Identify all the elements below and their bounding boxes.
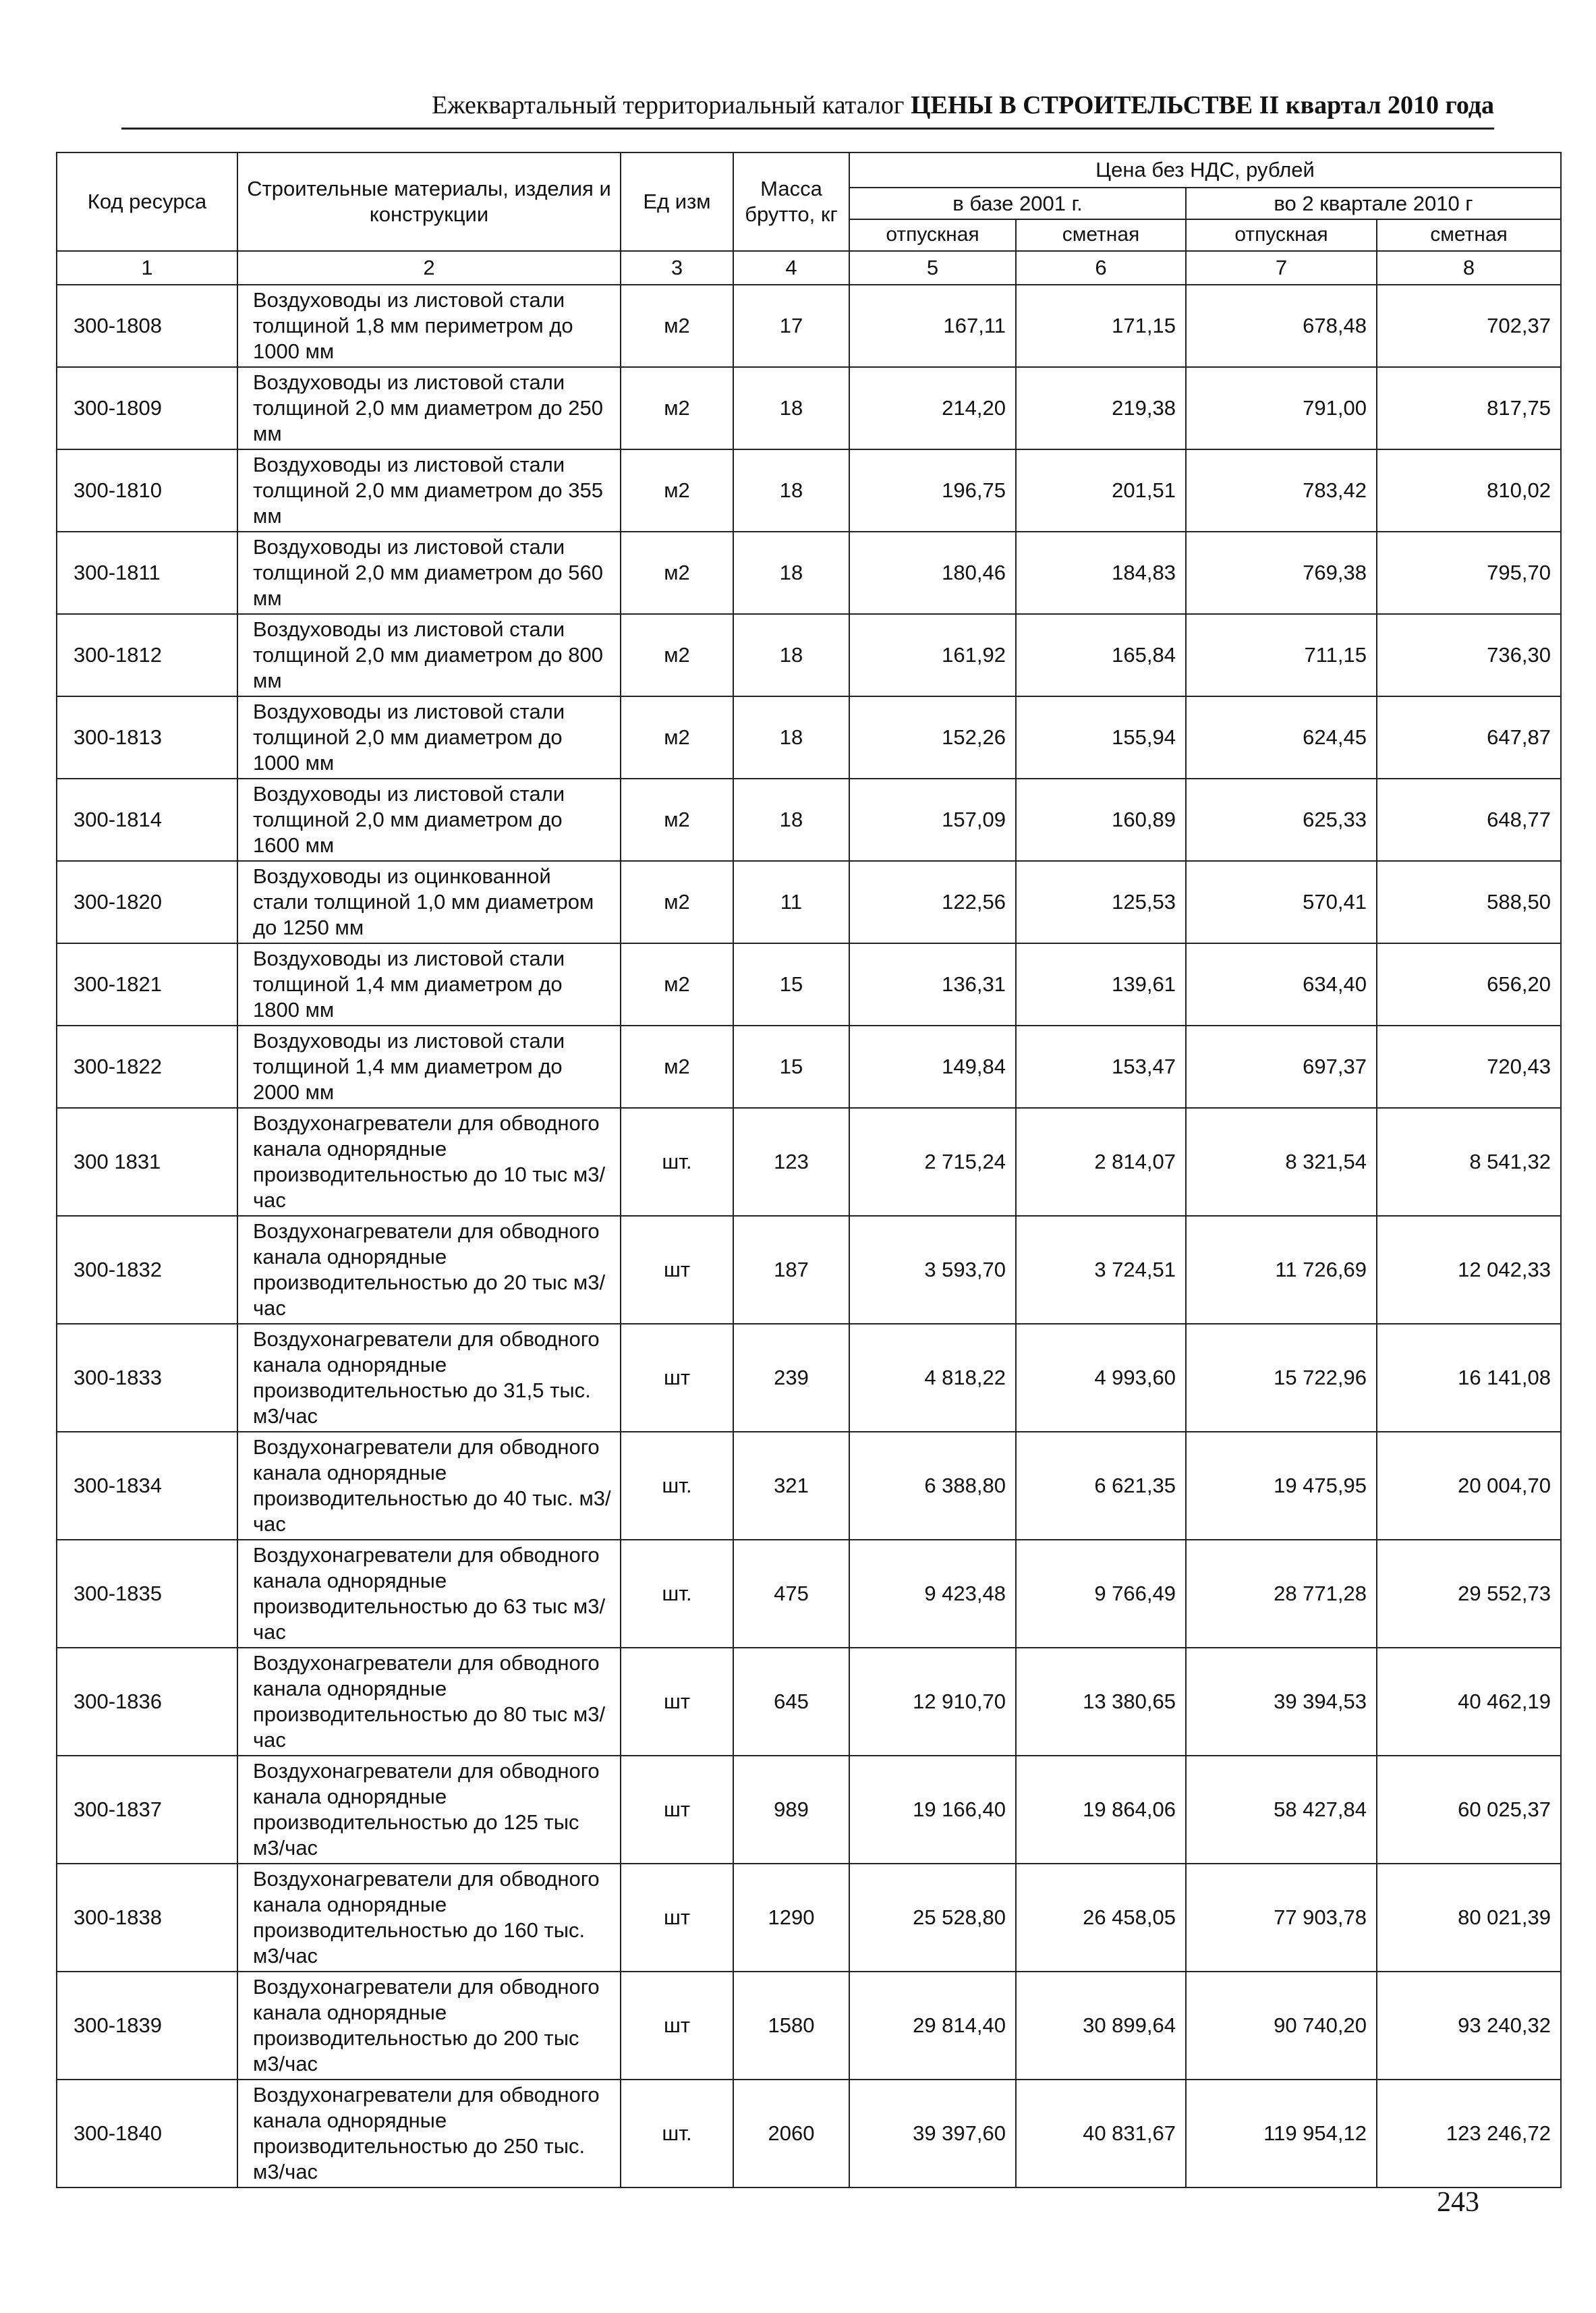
- q2-release-price: 77 903,78: [1186, 1864, 1377, 1972]
- base-estimate-price: 40 831,67: [1016, 2080, 1186, 2187]
- gross-mass: 1580: [733, 1972, 849, 2080]
- base-estimate-price: 19 864,06: [1016, 1756, 1186, 1864]
- q2-estimate-price: 123 246,72: [1377, 2080, 1561, 2187]
- q2-estimate-price: 20 004,70: [1377, 1432, 1561, 1540]
- material-name: Воздухонагреватели для обводного канала однорядные производительностью до 10 тыс м3/час: [237, 1108, 621, 1216]
- base-release-price: 6 388,80: [849, 1432, 1016, 1540]
- material-name: Воздуховоды из листовой стали толщиной 2,0 мм диаметром до 1600 мм: [237, 779, 621, 861]
- table-row: [57, 1108, 1561, 1216]
- unit-of-measure: шт: [621, 1972, 733, 2080]
- base-estimate-price: 6 621,35: [1016, 1432, 1186, 1540]
- base-release-price: 9 423,48: [849, 1540, 1016, 1648]
- q2-release-price: 119 954,12: [1186, 2080, 1377, 2187]
- unit-of-measure: м2: [621, 861, 733, 943]
- resource-code: 300-1822: [57, 1026, 237, 1108]
- resource-code: 300-1821: [57, 943, 237, 1026]
- resource-code: 300-1839: [57, 1972, 237, 2080]
- unit-of-measure: м2: [621, 367, 733, 449]
- table-row: [57, 2080, 1561, 2187]
- material-name: Воздуховоды из листовой стали толщиной 1,8 мм периметром до 1000 мм: [237, 285, 621, 367]
- q2-estimate-price: 648,77: [1377, 779, 1561, 861]
- gross-mass: 989: [733, 1756, 849, 1864]
- gross-mass: 239: [733, 1324, 849, 1432]
- table-row: [57, 779, 1561, 861]
- table-row: [57, 1972, 1561, 2080]
- table-row: [57, 1216, 1561, 1324]
- table-row: [57, 1324, 1561, 1432]
- unit-of-measure: шт.: [621, 1540, 733, 1648]
- gross-mass: 18: [733, 614, 849, 696]
- material-name: Воздухонагреватели для обводного канала однорядные производительностью до 20 тыс м3/час: [237, 1216, 621, 1324]
- base-release-price: 136,31: [849, 943, 1016, 1026]
- unit-of-measure: шт.: [621, 1108, 733, 1216]
- base-release-price: 25 528,80: [849, 1864, 1016, 1972]
- resource-code: 300-1813: [57, 696, 237, 779]
- q2-estimate-price: 12 042,33: [1377, 1216, 1561, 1324]
- table-body: [57, 251, 1561, 2187]
- column-number: 7: [1186, 251, 1377, 285]
- material-name: Воздухонагреватели для обводного канала однорядные производительностью до 160 тыс. м3/час: [237, 1864, 621, 1972]
- material-name: Воздухонагреватели для обводного канала однорядные производительностью до 63 тыс м3/час: [237, 1540, 621, 1648]
- unit-of-measure: шт: [621, 1864, 733, 1972]
- base-estimate-price: 155,94: [1016, 696, 1186, 779]
- material-name: Воздуховоды из листовой стали толщиной 2,0 мм диаметром до 250 мм: [237, 367, 621, 449]
- material-name: Воздуховоды из листовой стали толщиной 2,0 мм диаметром до 355 мм: [237, 449, 621, 532]
- base-estimate-price: 165,84: [1016, 614, 1186, 696]
- resource-code: 300-1838: [57, 1864, 237, 1972]
- table-row: [57, 1026, 1561, 1108]
- unit-of-measure: м2: [621, 532, 733, 614]
- gross-mass: 187: [733, 1216, 849, 1324]
- base-estimate-price: 9 766,49: [1016, 1540, 1186, 1648]
- base-release-price: 196,75: [849, 449, 1016, 532]
- q2-release-price: 19 475,95: [1186, 1432, 1377, 1540]
- gross-mass: 18: [733, 449, 849, 532]
- header-unit: Ед изм: [621, 152, 733, 251]
- header-name: Строительные материалы, изделия и конструкции: [237, 152, 621, 251]
- base-release-price: 39 397,60: [849, 2080, 1016, 2187]
- gross-mass: 2060: [733, 2080, 849, 2187]
- base-estimate-price: 26 458,05: [1016, 1864, 1186, 1972]
- q2-estimate-price: 29 552,73: [1377, 1540, 1561, 1648]
- material-name: Воздухонагреватели для обводного канала однорядные производительностью до 80 тыс м3/час: [237, 1648, 621, 1756]
- base-estimate-price: 139,61: [1016, 943, 1186, 1026]
- q2-estimate-price: 93 240,32: [1377, 1972, 1561, 2080]
- column-number: 5: [849, 251, 1016, 285]
- base-release-price: 167,11: [849, 285, 1016, 367]
- material-name: Воздухонагреватели для обводного канала однорядные производительностью до 200 тыс м3/час: [237, 1972, 621, 2080]
- table-row: [57, 449, 1561, 532]
- header-mass: Масса брутто, кг: [733, 152, 849, 251]
- header-q2-estimate: сметная: [1377, 219, 1561, 251]
- resource-code: 300-1820: [57, 861, 237, 943]
- table-row: [57, 285, 1561, 367]
- unit-of-measure: м2: [621, 614, 733, 696]
- unit-of-measure: м2: [621, 779, 733, 861]
- material-name: Воздуховоды из листовой стали толщиной 1,4 мм диаметром до 2000 мм: [237, 1026, 621, 1108]
- resource-code: 300-1812: [57, 614, 237, 696]
- table-row: [57, 1864, 1561, 1972]
- gross-mass: 15: [733, 1026, 849, 1108]
- q2-release-price: 769,38: [1186, 532, 1377, 614]
- unit-of-measure: шт: [621, 1324, 733, 1432]
- catalog-name: Ежеквартальный территориальный каталог: [432, 91, 905, 119]
- price-table: [56, 152, 1562, 2188]
- resource-code: 300-1835: [57, 1540, 237, 1648]
- q2-estimate-price: 702,37: [1377, 285, 1561, 367]
- resource-code: 300-1808: [57, 285, 237, 367]
- unit-of-measure: м2: [621, 449, 733, 532]
- unit-of-measure: м2: [621, 696, 733, 779]
- resource-code: 300 1831: [57, 1108, 237, 1216]
- gross-mass: 1290: [733, 1864, 849, 1972]
- catalog-title: ЦЕНЫ В СТРОИТЕЛЬСТВЕ II квартал 2010 года: [910, 91, 1494, 119]
- q2-release-price: 8 321,54: [1186, 1108, 1377, 1216]
- unit-of-measure: шт.: [621, 1432, 733, 1540]
- table-row: [57, 614, 1561, 696]
- page-header: [121, 91, 1494, 130]
- header-price-group: Цена без НДС, рублей: [849, 152, 1561, 188]
- base-release-price: 29 814,40: [849, 1972, 1016, 2080]
- base-estimate-price: 4 993,60: [1016, 1324, 1186, 1432]
- q2-release-price: 570,41: [1186, 861, 1377, 943]
- q2-release-price: 711,15: [1186, 614, 1377, 696]
- gross-mass: 18: [733, 367, 849, 449]
- resource-code: 300-1836: [57, 1648, 237, 1756]
- table-row: [57, 696, 1561, 779]
- unit-of-measure: м2: [621, 1026, 733, 1108]
- gross-mass: 18: [733, 532, 849, 614]
- base-release-price: 19 166,40: [849, 1756, 1016, 1864]
- base-estimate-price: 219,38: [1016, 367, 1186, 449]
- base-estimate-price: 125,53: [1016, 861, 1186, 943]
- header-q2-release: отпускная: [1186, 219, 1377, 251]
- column-numbers-row: [57, 251, 1561, 285]
- gross-mass: 15: [733, 943, 849, 1026]
- header-base-estimate: сметная: [1016, 219, 1186, 251]
- unit-of-measure: шт: [621, 1216, 733, 1324]
- q2-release-price: 678,48: [1186, 285, 1377, 367]
- q2-estimate-price: 60 025,37: [1377, 1756, 1561, 1864]
- gross-mass: 11: [733, 861, 849, 943]
- base-estimate-price: 184,83: [1016, 532, 1186, 614]
- material-name: Воздухонагреватели для обводного канала однорядные производительностью до 31,5 тыс. м3/час: [237, 1324, 621, 1432]
- base-release-price: 180,46: [849, 532, 1016, 614]
- resource-code: 300-1840: [57, 2080, 237, 2187]
- table-row: [57, 1756, 1561, 1864]
- header-code: Код ресурса: [57, 152, 237, 251]
- base-release-price: 161,92: [849, 614, 1016, 696]
- q2-estimate-price: 40 462,19: [1377, 1648, 1561, 1756]
- q2-release-price: 58 427,84: [1186, 1756, 1377, 1864]
- base-estimate-price: 30 899,64: [1016, 1972, 1186, 2080]
- gross-mass: 18: [733, 779, 849, 861]
- material-name: Воздуховоды из листовой стали толщиной 2,0 мм диаметром до 1000 мм: [237, 696, 621, 779]
- base-release-price: 149,84: [849, 1026, 1016, 1108]
- page-number: 243: [1437, 2187, 1479, 2218]
- base-release-price: 2 715,24: [849, 1108, 1016, 1216]
- header-base-release: отпускная: [849, 219, 1016, 251]
- q2-estimate-price: 588,50: [1377, 861, 1561, 943]
- base-release-price: 3 593,70: [849, 1216, 1016, 1324]
- q2-estimate-price: 656,20: [1377, 943, 1561, 1026]
- resource-code: 300-1832: [57, 1216, 237, 1324]
- unit-of-measure: шт.: [621, 2080, 733, 2187]
- table-row: [57, 532, 1561, 614]
- base-release-price: 152,26: [849, 696, 1016, 779]
- q2-estimate-price: 736,30: [1377, 614, 1561, 696]
- table-row: [57, 1648, 1561, 1756]
- column-number: 2: [237, 251, 621, 285]
- resource-code: 300-1834: [57, 1432, 237, 1540]
- q2-estimate-price: 8 541,32: [1377, 1108, 1561, 1216]
- q2-estimate-price: 810,02: [1377, 449, 1561, 532]
- table-row: [57, 861, 1561, 943]
- resource-code: 300-1809: [57, 367, 237, 449]
- resource-code: 300-1814: [57, 779, 237, 861]
- q2-estimate-price: 795,70: [1377, 532, 1561, 614]
- gross-mass: 123: [733, 1108, 849, 1216]
- gross-mass: 321: [733, 1432, 849, 1540]
- q2-release-price: 11 726,69: [1186, 1216, 1377, 1324]
- table-row: [57, 1540, 1561, 1648]
- table-row: [57, 1432, 1561, 1540]
- resource-code: 300-1833: [57, 1324, 237, 1432]
- material-name: Воздухонагреватели для обводного канала однорядные производительностью до 125 тыс м3/час: [237, 1756, 621, 1864]
- table-row: [57, 943, 1561, 1026]
- q2-release-price: 28 771,28: [1186, 1540, 1377, 1648]
- base-release-price: 122,56: [849, 861, 1016, 943]
- header-q2-2010: во 2 квартале 2010 г: [1186, 188, 1561, 219]
- base-estimate-price: 171,15: [1016, 285, 1186, 367]
- material-name: Воздуховоды из листовой стали толщиной 1,4 мм диаметром до 1800 мм: [237, 943, 621, 1026]
- gross-mass: 475: [733, 1540, 849, 1648]
- material-name: Воздухонагреватели для обводного канала однорядные производительностью до 40 тыс. м3/час: [237, 1432, 621, 1540]
- column-number: 1: [57, 251, 237, 285]
- gross-mass: 645: [733, 1648, 849, 1756]
- gross-mass: 18: [733, 696, 849, 779]
- column-number: 8: [1377, 251, 1561, 285]
- resource-code: 300-1811: [57, 532, 237, 614]
- base-estimate-price: 3 724,51: [1016, 1216, 1186, 1324]
- resource-code: 300-1837: [57, 1756, 237, 1864]
- material-name: Воздуховоды из листовой стали толщиной 2,0 мм диаметром до 800 мм: [237, 614, 621, 696]
- q2-release-price: 15 722,96: [1186, 1324, 1377, 1432]
- base-estimate-price: 153,47: [1016, 1026, 1186, 1108]
- column-number: 6: [1016, 251, 1186, 285]
- q2-release-price: 624,45: [1186, 696, 1377, 779]
- gross-mass: 17: [733, 285, 849, 367]
- base-estimate-price: 13 380,65: [1016, 1648, 1186, 1756]
- resource-code: 300-1810: [57, 449, 237, 532]
- material-name: Воздуховоды из листовой стали толщиной 2,0 мм диаметром до 560 мм: [237, 532, 621, 614]
- q2-estimate-price: 817,75: [1377, 367, 1561, 449]
- material-name: Воздуховоды из оцинкованной стали толщиной 1,0 мм диаметром до 1250 мм: [237, 861, 621, 943]
- q2-estimate-price: 647,87: [1377, 696, 1561, 779]
- q2-release-price: 791,00: [1186, 367, 1377, 449]
- q2-release-price: 697,37: [1186, 1026, 1377, 1108]
- table-row: [57, 367, 1561, 449]
- base-estimate-price: 201,51: [1016, 449, 1186, 532]
- unit-of-measure: м2: [621, 285, 733, 367]
- q2-release-price: 625,33: [1186, 779, 1377, 861]
- unit-of-measure: шт: [621, 1648, 733, 1756]
- header-base-2001: в базе 2001 г.: [849, 188, 1186, 219]
- q2-release-price: 90 740,20: [1186, 1972, 1377, 2080]
- base-release-price: 12 910,70: [849, 1648, 1016, 1756]
- q2-estimate-price: 720,43: [1377, 1026, 1561, 1108]
- unit-of-measure: м2: [621, 943, 733, 1026]
- base-estimate-price: 160,89: [1016, 779, 1186, 861]
- base-estimate-price: 2 814,07: [1016, 1108, 1186, 1216]
- material-name: Воздухонагреватели для обводного канала однорядные производительностью до 250 тыс. м3/час: [237, 2080, 621, 2187]
- base-release-price: 157,09: [849, 779, 1016, 861]
- q2-estimate-price: 80 021,39: [1377, 1864, 1561, 1972]
- unit-of-measure: шт: [621, 1756, 733, 1864]
- column-number: 3: [621, 251, 733, 285]
- base-release-price: 214,20: [849, 367, 1016, 449]
- column-number: 4: [733, 251, 849, 285]
- q2-release-price: 783,42: [1186, 449, 1377, 532]
- q2-release-price: 39 394,53: [1186, 1648, 1377, 1756]
- q2-estimate-price: 16 141,08: [1377, 1324, 1561, 1432]
- q2-release-price: 634,40: [1186, 943, 1377, 1026]
- base-release-price: 4 818,22: [849, 1324, 1016, 1432]
